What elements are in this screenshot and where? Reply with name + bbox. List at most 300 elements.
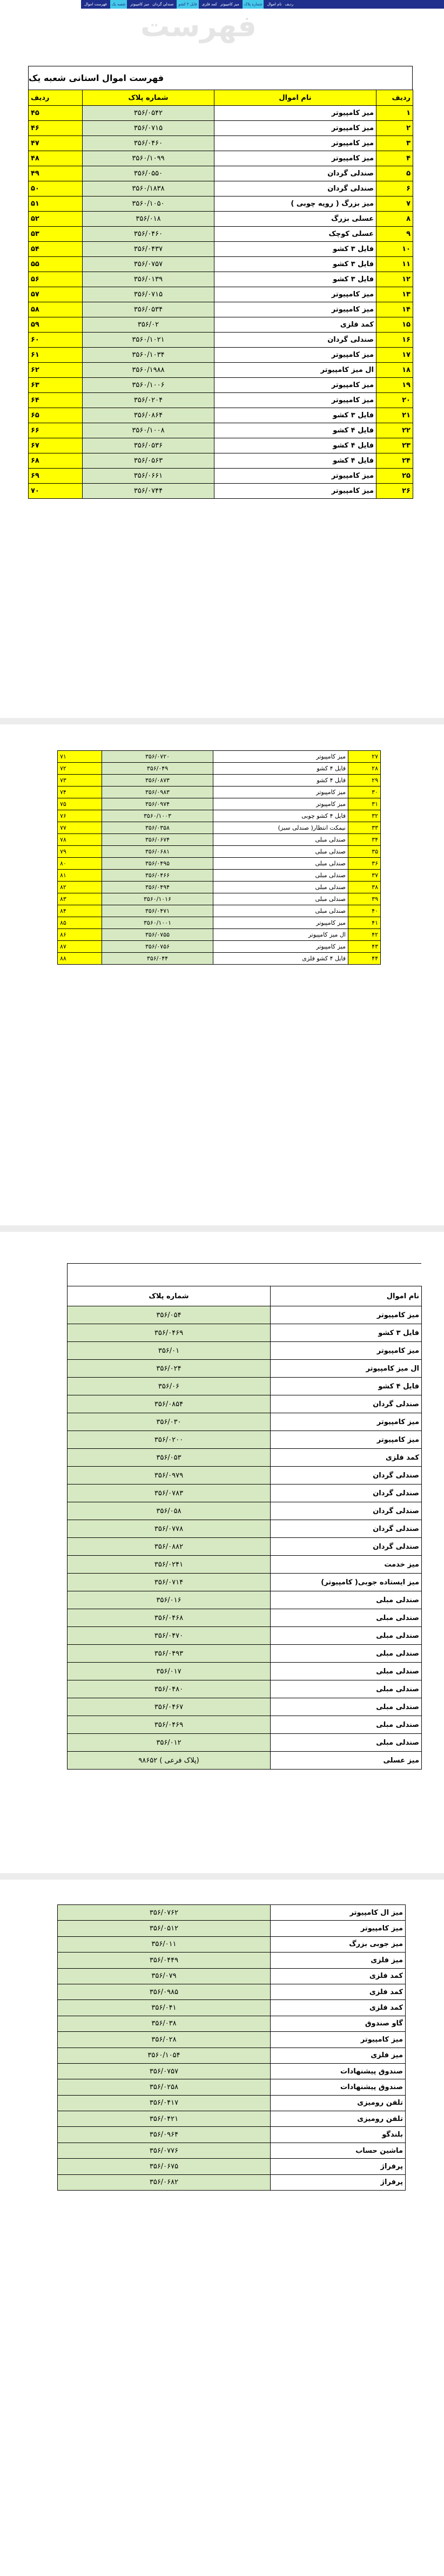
table-row bbox=[58, 798, 381, 810]
page-separator bbox=[0, 1225, 444, 1232]
item-name: فایل ۴ کشو bbox=[214, 453, 376, 469]
table-row bbox=[58, 882, 381, 893]
inventory-table-3 bbox=[67, 1286, 422, 1770]
plate-number: ۳۵۶/۰۸۷۳ bbox=[102, 775, 213, 787]
row-number: ۷۰ bbox=[29, 484, 83, 499]
item-name: میز کامپیوتر bbox=[214, 151, 376, 166]
item-name: فایل ۳ کشو bbox=[214, 408, 376, 423]
plate-number: ۳۵۶/۰۱۸ bbox=[83, 212, 214, 227]
plate-number: ۳۵۶/۰۸۵۴ bbox=[68, 1395, 271, 1413]
table-row bbox=[68, 1734, 422, 1752]
plate-number: ۳۵۶/۰۴۱۷ bbox=[58, 2095, 271, 2111]
plate-number: ۳۵۶/۰۹۷۹ bbox=[68, 1467, 271, 1484]
item-name: صندلی گردان bbox=[214, 333, 376, 348]
table-row bbox=[68, 1645, 422, 1663]
item-name: میز کامپیوتر bbox=[213, 798, 348, 810]
item-name: بلندگو bbox=[271, 2127, 406, 2143]
item-name: میز کامپیوتر bbox=[213, 917, 348, 929]
table-row bbox=[58, 858, 381, 870]
table-row bbox=[29, 227, 413, 242]
plate-number: ۳۵۶/۰۷۱۴ bbox=[68, 1574, 271, 1591]
table-row bbox=[29, 317, 413, 333]
item-name: صندلی مبلی bbox=[213, 893, 348, 905]
item-name: میز ایستاده جوبی( کامپیوتر) bbox=[271, 1574, 422, 1591]
table-row bbox=[29, 196, 413, 212]
table-row bbox=[68, 1609, 422, 1627]
table-row bbox=[68, 1520, 422, 1538]
row-index: ۳۶ bbox=[348, 858, 381, 870]
table-row bbox=[58, 2127, 406, 2143]
item-name: میز کامپیوتر bbox=[271, 1413, 422, 1431]
table-row bbox=[58, 810, 381, 822]
item-name: فایل ۳ کشو bbox=[214, 242, 376, 257]
item-name: کمد فلزی bbox=[271, 1984, 406, 1999]
table-row bbox=[29, 393, 413, 408]
row-index: ۳۰ bbox=[348, 787, 381, 798]
table-row bbox=[58, 929, 381, 941]
table-row bbox=[58, 2159, 406, 2174]
table-row bbox=[68, 1449, 422, 1467]
row-index: ۱ bbox=[376, 106, 413, 121]
item-name: میز بزرگ ( رویه چوبی ) bbox=[214, 196, 376, 212]
row-index: ۳۳ bbox=[348, 822, 381, 834]
plate-number: ۳۵۶/۰۴۶۷ bbox=[68, 1698, 271, 1716]
row-index: ۷ bbox=[376, 196, 413, 212]
plate-number: ۳۵۶/۰۵۳۶ bbox=[83, 438, 214, 453]
item-name: صندلی مبلی bbox=[271, 1591, 422, 1609]
row-index: ۱۰ bbox=[376, 242, 413, 257]
table-row bbox=[58, 917, 381, 929]
inventory-table-1 bbox=[28, 90, 413, 499]
banner-strip-item: ردیف bbox=[285, 2, 294, 6]
row-number: ۶۵ bbox=[29, 408, 83, 423]
table-row bbox=[29, 484, 413, 499]
table-row bbox=[58, 834, 381, 846]
row-number: ۸۰ bbox=[58, 858, 102, 870]
row-number: ۵۴ bbox=[29, 242, 83, 257]
item-name: فایل ۴ کشو bbox=[214, 423, 376, 438]
item-name: میز کامپیوتر bbox=[213, 751, 348, 763]
table-row bbox=[68, 1502, 422, 1520]
plate-number: ۳۵۶/۰۴۷۱ bbox=[102, 905, 213, 917]
table-row bbox=[68, 1752, 422, 1770]
row-number: ۵۰ bbox=[29, 181, 83, 196]
table-row bbox=[68, 1698, 422, 1716]
item-name: میز کامپیوتر bbox=[214, 302, 376, 317]
table-row bbox=[68, 1431, 422, 1449]
item-name: صندلی مبلی bbox=[271, 1716, 422, 1734]
row-number: ۶۴ bbox=[29, 393, 83, 408]
table-row bbox=[58, 775, 381, 787]
row-number: ۷۲ bbox=[58, 763, 102, 775]
row-number: ۵۷ bbox=[29, 287, 83, 302]
item-name: صندلی مبلی bbox=[213, 905, 348, 917]
row-index: ۳۴ bbox=[348, 834, 381, 846]
row-number: ۵۵ bbox=[29, 257, 83, 272]
item-name: صندوق پیشنهادات bbox=[271, 2079, 406, 2095]
sheet-title: فهرست اموال استانی شعبه یک bbox=[28, 66, 413, 90]
row-index: ۲۱ bbox=[376, 408, 413, 423]
table-row bbox=[29, 378, 413, 393]
table-row bbox=[29, 453, 413, 469]
row-index: ۲۲ bbox=[376, 423, 413, 438]
row-index: ۴ bbox=[376, 151, 413, 166]
item-name: صندلی مبلی bbox=[271, 1680, 422, 1698]
table-row bbox=[29, 287, 413, 302]
item-name: صندوق پیشنهادات bbox=[271, 2063, 406, 2079]
row-number: ۴۹ bbox=[29, 166, 83, 181]
plate-number: ۳۵۶/۰۶۷۵ bbox=[58, 2159, 271, 2174]
row-index: ۳۸ bbox=[348, 882, 381, 893]
item-name: میز کامپیوتر bbox=[271, 1306, 422, 1324]
row-index: ۱۲ bbox=[376, 272, 413, 287]
table-row bbox=[58, 2095, 406, 2111]
item-name: نیمکت انتظار( صندلی سبز) bbox=[213, 822, 348, 834]
table-row bbox=[58, 2048, 406, 2063]
item-name: میز خدمت bbox=[271, 1556, 422, 1574]
item-name: فایل ۴ کشو فلزی bbox=[213, 953, 348, 965]
plate-number: ۳۵۶/۰۶۶۱ bbox=[83, 469, 214, 484]
banner-strip-item: کمد فلزی bbox=[201, 2, 217, 6]
header-item-name: نام اموال bbox=[214, 90, 376, 106]
plate-number: ۳۵۶/۰۱ bbox=[68, 1342, 271, 1360]
table-row bbox=[29, 348, 413, 363]
table-row bbox=[29, 181, 413, 196]
table-row bbox=[58, 2079, 406, 2095]
plate-number: ۳۵۶/۰۶۸۱ bbox=[102, 846, 213, 858]
row-number: ۷۱ bbox=[58, 751, 102, 763]
row-number: ۸۴ bbox=[58, 905, 102, 917]
table-row bbox=[29, 272, 413, 287]
row-number: ۶۷ bbox=[29, 438, 83, 453]
row-index: ۱۷ bbox=[376, 348, 413, 363]
table-row bbox=[68, 1627, 422, 1645]
table-row bbox=[58, 787, 381, 798]
plate-number: ۳۵۶/۰۷۲۰ bbox=[102, 751, 213, 763]
table-row bbox=[58, 822, 381, 834]
table-row bbox=[58, 870, 381, 882]
item-name: عسلی بزرگ bbox=[214, 212, 376, 227]
item-name: صندلی گردان bbox=[214, 166, 376, 181]
item-name: صندلی گردان bbox=[271, 1395, 422, 1413]
plate-number: ۳۵۶/۰۵۳۴ bbox=[83, 302, 214, 317]
table-row bbox=[68, 1574, 422, 1591]
header-row bbox=[68, 1286, 422, 1306]
row-number: ۵۹ bbox=[29, 317, 83, 333]
plate-number: ۳۵۶/۰۸۶۴ bbox=[83, 408, 214, 423]
plate-number: ۳۵۶/۰۴۸۰ bbox=[68, 1680, 271, 1698]
table-row bbox=[58, 763, 381, 775]
plate-number: ۳۵۶/۰۵۱۲ bbox=[58, 1921, 271, 1936]
row-index: ۵ bbox=[376, 166, 413, 181]
item-name: صندلی مبلی bbox=[271, 1627, 422, 1645]
row-index: ۱۸ bbox=[376, 363, 413, 378]
item-name: میز کامپیوتر bbox=[214, 469, 376, 484]
banner-strip-item: میز کامپیوتر bbox=[130, 2, 150, 6]
plate-number: ۳۵۶/۰۲۵۸ bbox=[58, 2079, 271, 2095]
table-row bbox=[29, 242, 413, 257]
item-name: پرفراژ bbox=[271, 2174, 406, 2190]
plate-number: ۳۵۶/۰۷۹ bbox=[58, 1968, 271, 1984]
item-name: میز کامپیوتر bbox=[271, 2032, 406, 2048]
banner-strip-item: نام اموال bbox=[267, 2, 282, 6]
plate-number: ۳۵۶۰/۱۰۵۴ bbox=[58, 2048, 271, 2063]
plate-number: ۳۵۶/۰۹۷۴ bbox=[102, 798, 213, 810]
table-row bbox=[29, 408, 413, 423]
table-row bbox=[58, 1936, 406, 1952]
plate-number: ۳۵۶۰/۱۹۸۸ bbox=[83, 363, 214, 378]
plate-number: ۳۵۶/۰۵۳ bbox=[68, 1449, 271, 1467]
table-row bbox=[29, 151, 413, 166]
plate-number: ۳۵۶/۰۲۸ bbox=[58, 2032, 271, 2048]
item-name: صندلی گردان bbox=[271, 1520, 422, 1538]
plate-number: ۳۵۶/۰۲ bbox=[83, 317, 214, 333]
table-row bbox=[58, 2000, 406, 2016]
header-index: ردیف bbox=[376, 90, 413, 106]
plate-number: ۳۵۶/۰۴۶۹ bbox=[68, 1324, 271, 1342]
item-name: صندلی مبلی bbox=[213, 846, 348, 858]
plate-number: ۳۵۶/۰۴۱ bbox=[58, 2000, 271, 2016]
item-name: صندلی مبلی bbox=[271, 1645, 422, 1663]
banner-strip-item: فهرست اموال bbox=[84, 2, 107, 6]
banner-strip-item: فایل ۴ کشو bbox=[177, 0, 198, 9]
table-row bbox=[68, 1663, 422, 1680]
row-index: ۸ bbox=[376, 212, 413, 227]
item-name: میز کامپیوتر bbox=[271, 1921, 406, 1936]
row-number: ۷۴ bbox=[58, 787, 102, 798]
table-row bbox=[29, 106, 413, 121]
row-index: ۲۳ bbox=[376, 438, 413, 453]
item-name: فایل ۴ کشو bbox=[213, 763, 348, 775]
row-number: ۶۱ bbox=[29, 348, 83, 363]
plate-number: ۳۵۶۰/۱۰۳۴ bbox=[83, 348, 214, 363]
row-number: ۵۶ bbox=[29, 272, 83, 287]
plate-number: ۳۵۶/۰۷۵۶ bbox=[102, 941, 213, 953]
item-name: صندلی گردان bbox=[271, 1467, 422, 1484]
banner-watermark: فهرست bbox=[140, 9, 257, 43]
item-name: ال میز کامپیوتر bbox=[271, 1360, 422, 1378]
row-number: ۴۷ bbox=[29, 136, 83, 151]
plate-number: ۳۵۶۰/۱۰۰۳ bbox=[102, 810, 213, 822]
row-index: ۴۱ bbox=[348, 917, 381, 929]
row-index: ۱۴ bbox=[376, 302, 413, 317]
plate-number: ۳۵۶/۰۹۸۳ bbox=[102, 787, 213, 798]
plate-number: ۳۵۶۰/۱۰۹۹ bbox=[83, 151, 214, 166]
table-row bbox=[58, 751, 381, 763]
table-row bbox=[68, 1395, 422, 1413]
table-row bbox=[29, 469, 413, 484]
table-row bbox=[58, 941, 381, 953]
plate-number: ۳۵۶/۰۷۶۲ bbox=[58, 1905, 271, 1921]
row-index: ۲۷ bbox=[348, 751, 381, 763]
table-row bbox=[58, 905, 381, 917]
plate-number: ۳۵۶/۰۸۸۲ bbox=[68, 1538, 271, 1556]
item-name: میز ال کامپیوتر bbox=[271, 1905, 406, 1921]
plate-number: ۳۵۶/۰۹۶۴ bbox=[58, 2127, 271, 2143]
item-name: میز کامپیوتر bbox=[214, 348, 376, 363]
row-number: ۷۷ bbox=[58, 822, 102, 834]
plate-number: ۳۵۶۰/۱۰۰۶ bbox=[83, 378, 214, 393]
item-name: صندلی گردان bbox=[271, 1502, 422, 1520]
table-row bbox=[29, 166, 413, 181]
page-separator bbox=[0, 1873, 444, 1880]
item-name: کمد فلزی bbox=[271, 2000, 406, 2016]
row-number: ۵۱ bbox=[29, 196, 83, 212]
table-row bbox=[68, 1360, 422, 1378]
table-row bbox=[29, 363, 413, 378]
plate-number: ۳۵۶/۰۴۶۹ bbox=[68, 1716, 271, 1734]
row-index: ۱۳ bbox=[376, 287, 413, 302]
plate-number: ۳۵۶/۰۷۱۵ bbox=[83, 121, 214, 136]
plate-number: ۳۵۶۰/۱۰۵۰ bbox=[83, 196, 214, 212]
item-name: میز کامپیوتر bbox=[214, 121, 376, 136]
plate-number: ۳۵۶/۰۷۴۴ bbox=[83, 484, 214, 499]
plate-number: ۳۵۶۰/۱۸۳۸ bbox=[83, 181, 214, 196]
plate-number: ۳۵۶/۰۳۸ bbox=[58, 2016, 271, 2031]
row-number: ۶۰ bbox=[29, 333, 83, 348]
inventory-sheet-4 bbox=[57, 1904, 405, 2191]
row-index: ۲۶ bbox=[376, 484, 413, 499]
item-name: میز کامپیوتر bbox=[213, 941, 348, 953]
row-number: ۵۸ bbox=[29, 302, 83, 317]
table-row bbox=[58, 893, 381, 905]
plate-number: ۳۵۶۰/۱۰۱۶ bbox=[102, 893, 213, 905]
table-row bbox=[58, 1921, 406, 1936]
table-row bbox=[68, 1467, 422, 1484]
item-name: میز کامپیوتر bbox=[271, 1342, 422, 1360]
row-number: ۴۶ bbox=[29, 121, 83, 136]
inventory-table-2 bbox=[57, 750, 381, 965]
row-number: ۶۲ bbox=[29, 363, 83, 378]
item-name: میز کامپیوتر bbox=[214, 393, 376, 408]
table-row bbox=[29, 438, 413, 453]
table-row bbox=[68, 1538, 422, 1556]
table-row bbox=[29, 257, 413, 272]
header-row bbox=[29, 90, 413, 106]
row-number: ۷۶ bbox=[58, 810, 102, 822]
plate-number: ۳۵۶/۰۴۹ bbox=[102, 763, 213, 775]
top-banner bbox=[0, 0, 444, 50]
table-row bbox=[58, 2063, 406, 2079]
item-name: صندلی مبلی bbox=[271, 1609, 422, 1627]
row-number: ۸۳ bbox=[58, 893, 102, 905]
item-name: کمد فلزی bbox=[214, 317, 376, 333]
plate-number: ۳۵۶/۰۵۶۳ bbox=[83, 453, 214, 469]
plate-number: ۳۵۶/۰۷۵۷ bbox=[58, 2063, 271, 2079]
row-index: ۴۳ bbox=[348, 941, 381, 953]
item-name: صندلی گردان bbox=[214, 181, 376, 196]
banner-strip-item: شعبه یک bbox=[110, 0, 127, 9]
item-name: میز کامپیوتر bbox=[271, 1431, 422, 1449]
table-row bbox=[58, 2174, 406, 2190]
plate-number: ۳۵۶/۰۴۹۴ bbox=[102, 882, 213, 893]
inventory-table-4 bbox=[57, 1904, 406, 2191]
table-row bbox=[29, 333, 413, 348]
plate-number: ۳۵۶/۰۴۶۶ bbox=[102, 870, 213, 882]
item-name: فایل ۳ کشو bbox=[271, 1324, 422, 1342]
row-number: ۸۸ bbox=[58, 953, 102, 965]
table-row bbox=[68, 1680, 422, 1698]
item-name: میز کامپیوتر bbox=[214, 287, 376, 302]
row-number: ۷۳ bbox=[58, 775, 102, 787]
sheet-frame bbox=[67, 1263, 421, 1286]
row-number: ۶۹ bbox=[29, 469, 83, 484]
item-name: صندلی مبلی bbox=[271, 1734, 422, 1752]
row-index: ۲ bbox=[376, 121, 413, 136]
table-row bbox=[58, 1984, 406, 1999]
table-row bbox=[29, 423, 413, 438]
plate-number: ۳۵۶/۰۶۸۲ bbox=[58, 2174, 271, 2190]
header-plate-number: شماره پلاک bbox=[68, 1286, 271, 1306]
header-item-name: نام اموال bbox=[271, 1286, 422, 1306]
plate-number: ۳۵۶/۰۱۲ bbox=[68, 1734, 271, 1752]
table-row bbox=[68, 1591, 422, 1609]
row-number: ۸۷ bbox=[58, 941, 102, 953]
table-row bbox=[68, 1324, 422, 1342]
plate-number: ۳۵۶/۰۵۸ bbox=[68, 1502, 271, 1520]
table-row bbox=[58, 846, 381, 858]
table-row bbox=[68, 1342, 422, 1360]
item-name: فایل ۴ کشو bbox=[271, 1378, 422, 1395]
item-name: ال میز کامپیوتر bbox=[213, 929, 348, 941]
row-number: ۸۱ bbox=[58, 870, 102, 882]
item-name: صندلی مبلی bbox=[213, 858, 348, 870]
item-name: فایل ۳ کشو bbox=[214, 257, 376, 272]
plate-number: ۳۵۶۰/۱۰۰۸ bbox=[83, 423, 214, 438]
table-row bbox=[58, 1905, 406, 1921]
row-index: ۴۲ bbox=[348, 929, 381, 941]
item-name: میز فلزی bbox=[271, 2048, 406, 2063]
banner-strip-item: میز کامپیوتر bbox=[220, 2, 239, 6]
row-index: ۲۵ bbox=[376, 469, 413, 484]
item-name: صندلی مبلی bbox=[213, 882, 348, 893]
item-name: صندلی گردان bbox=[271, 1538, 422, 1556]
row-index: ۹ bbox=[376, 227, 413, 242]
table-row bbox=[58, 953, 381, 965]
row-index: ۱۵ bbox=[376, 317, 413, 333]
plate-number: ۳۵۶/۰۲۴ bbox=[68, 1360, 271, 1378]
table-row bbox=[68, 1556, 422, 1574]
plate-number: ۳۵۶/۰۴۳۷ bbox=[83, 242, 214, 257]
plate-number: ۳۵۶۰/۱۰۰۱ bbox=[102, 917, 213, 929]
banner-strip-item: شماره پلاک bbox=[243, 0, 264, 9]
item-name: میز کامپیوتر bbox=[213, 787, 348, 798]
table-row bbox=[29, 302, 413, 317]
item-name: پرفراژ bbox=[271, 2159, 406, 2174]
row-number: ۷۹ bbox=[58, 846, 102, 858]
item-name: میز کامپیوتر bbox=[214, 106, 376, 121]
row-number: ۶۳ bbox=[29, 378, 83, 393]
plate-number: ۳۵۶/۰۷۱۵ bbox=[83, 287, 214, 302]
table-row bbox=[68, 1413, 422, 1431]
plate-number: ۳۵۶/۰۱۷ bbox=[68, 1663, 271, 1680]
row-index: ۲۴ bbox=[376, 453, 413, 469]
plate-number: ۳۵۶/۰۷۷۸ bbox=[68, 1520, 271, 1538]
plate-number: ۳۵۶/۰۶ bbox=[68, 1378, 271, 1395]
item-name: فایل ۴ کشو bbox=[213, 775, 348, 787]
item-name: میز کامپیوتر bbox=[214, 136, 376, 151]
plate-number: ۳۵۶/۰۲۰۴ bbox=[83, 393, 214, 408]
item-name: کمد فلزی bbox=[271, 1968, 406, 1984]
plate-number: ۳۵۶/۰۴۴۹ bbox=[58, 1953, 271, 1968]
table-row bbox=[29, 212, 413, 227]
item-name: صندلی مبلی bbox=[271, 1663, 422, 1680]
row-index: ۴۰ bbox=[348, 905, 381, 917]
item-name: تلفن رومیزی bbox=[271, 2095, 406, 2111]
plate-number: ۳۵۶/۰۲۰۰ bbox=[68, 1431, 271, 1449]
item-name: میز کامپیوتر bbox=[214, 378, 376, 393]
plate-number: ۳۵۶۰/۱۰۲۱ bbox=[83, 333, 214, 348]
